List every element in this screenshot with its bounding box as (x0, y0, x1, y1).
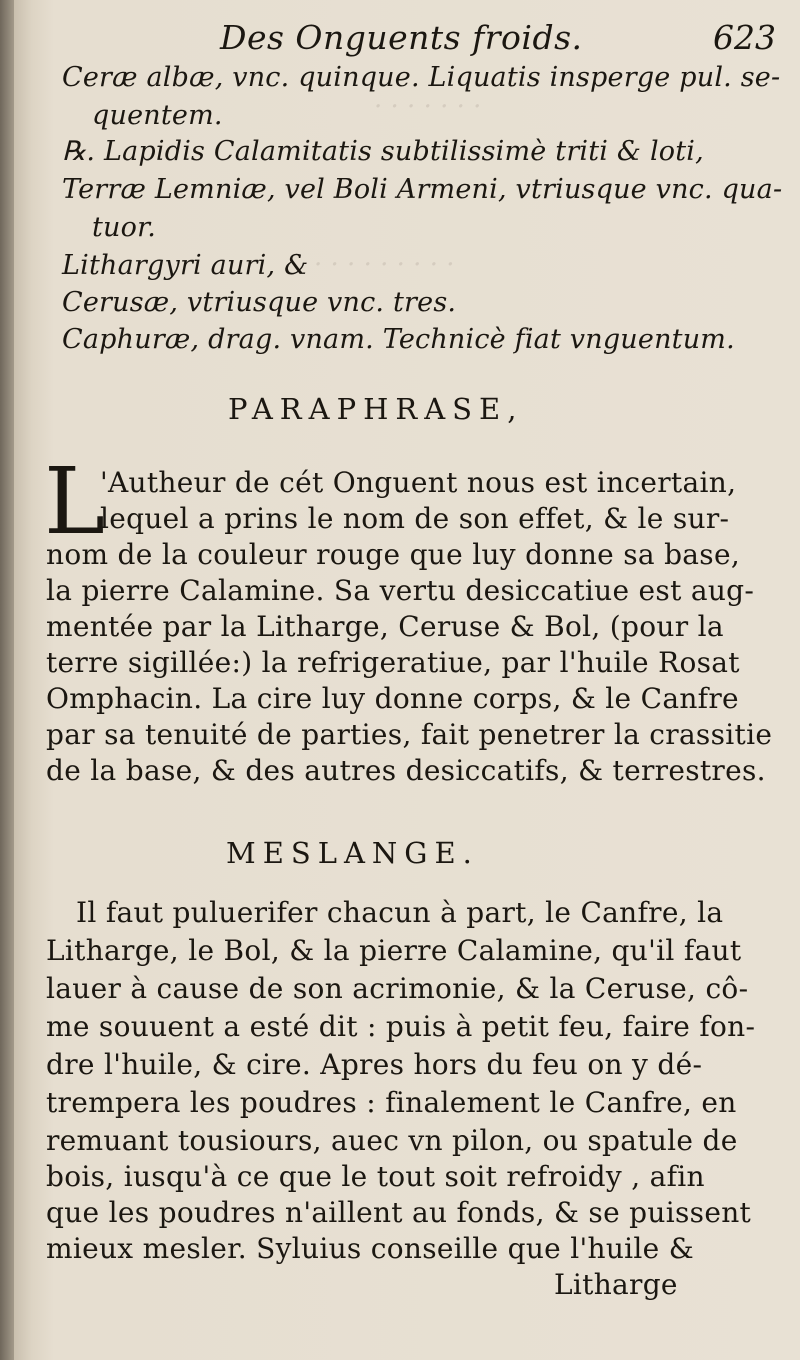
paragraph-line: mieux mesler. Syluius conseille que l'huile & (46, 1232, 694, 1265)
recipe-line: tuor. (92, 212, 157, 243)
recipe-line: Terræ Lemniæ, vel Boli Armeni, vtriusque vnc. qua- (62, 174, 783, 205)
page-header (14, 14, 800, 62)
recipe-line: Lithargyri auri, & (62, 250, 309, 281)
recipe-line: quentem. (92, 100, 223, 131)
paragraph-line: dre l'huile, & cire. Apres hors du feu on y dé- (46, 1048, 703, 1081)
section-heading-paraphrase: PARAPHRASE, (228, 392, 524, 426)
paragraph-line: 'Autheur de cét Onguent nous est incertain, (100, 466, 737, 499)
paragraph-line: lequel a prins le nom de son effet, & le sur- (100, 502, 730, 535)
paragraph-line: Litharge, le Bol, & la pierre Calamine, qu'il faut (46, 934, 742, 967)
paragraph-line: remuant tousiours, auec vn pilon, ou spatule de (46, 1124, 738, 1157)
catchword: Litharge (554, 1268, 678, 1301)
paragraph-line: que les poudres n'aillent au fonds, & se puissent (46, 1196, 752, 1229)
paragraph-line: me souuent a esté dit : puis à petit feu, faire fon- (46, 1010, 756, 1043)
section-heading-meslange: MESLANGE. (226, 836, 479, 870)
paragraph-line: de la base, & des autres desiccatifs, & terrestres. (46, 754, 766, 787)
drop-cap: L (44, 448, 106, 555)
paragraph-line: Il faut puluerifer chacun à part, le Canfre, la (76, 896, 724, 929)
running-title: Des Onguents froids. (220, 18, 583, 57)
recipe-line: Caphuræ, drag. vnam. Technicè fiat vnguentum. (62, 324, 735, 355)
paragraph-line: mentée par la Litharge, Ceruse & Bol, (pour la (46, 610, 724, 643)
recipe-line: ℞. Lapidis Calamitatis subtilissimè triti & loti, (62, 136, 704, 167)
paragraph-line: par sa tenuité de parties, fait penetrer la crassitie (46, 718, 773, 751)
paragraph-line: bois, iusqu'à ce que le tout soit refroidy , afin (46, 1160, 705, 1193)
recipe-line: Ceræ albæ, vnc. quinque. Liquatis insperge pul. se- (62, 62, 781, 93)
page-number: 623 (713, 18, 776, 57)
book-binding-edge (0, 0, 14, 1360)
paragraph-line: nom de la couleur rouge que luy donne sa base, (46, 538, 741, 571)
book-page: · · · · · · · · · · · · · · · · Des Onguents froids. 623 Ceræ albæ, vnc. quinque. Liquatis insperge pul. se- quentem. ℞. Lapidis Calamitatis subtilissimè triti & loti, Terræ Lemniæ, vel Boli Armeni, vtriusque vnc. qua- tuor. Lithargyri auri, & Cerusæ, vtriusque vnc. tres. Caphuræ, drag. vnam. Technicè fiat vnguentum. PARAPHRASE, L 'Autheur de cét Onguent nous est incertain, lequel a prins le nom de son effet, & le sur- nom de la couleur rouge que luy donne sa base, la pierre Calamine. Sa vertu desiccatiue est aug- mentée par la Litharge, Ceruse & Bol, (pour la terre sigillée:) la refrigeratiue, par l'huile Rosat Omphacin. La cire luy donne corps, & le Canfre par sa tenuité de parties, fait penetrer la crassitie de la base, & des autres desiccatifs, & terrestres. MESLANGE. Il faut puluerifer chacun à part, le Canfre, la Litharge, le Bol, & la pierre Calamine, qu'il faut lauer à cause de son acrimonie, & la Ceruse, cô- me souuent a esté dit : puis à petit feu, faire fon- dre l'huile, & cire. Apres hors du feu on y dé- trempera les poudres : finalement le Canfre, en remuant tousiours, auec vn pilon, ou spatule de bois, iusqu'à ce que le tout soit refroidy , afin que les poudres n'aillent au fonds, & se puissent mieux mesler. Syluius conseille que l'huile & Litharge (14, 0, 800, 1360)
paragraph-line: terre sigillée:) la refrigeratiue, par l'huile Rosat (46, 646, 740, 679)
paragraph-line: trempera les poudres : finalement le Canfre, en (46, 1086, 737, 1119)
paragraph-line: Omphacin. La cire luy donne corps, & le Canfre (46, 682, 739, 715)
paragraph-line: la pierre Calamine. Sa vertu desiccatiue est aug- (46, 574, 755, 607)
recipe-line: Cerusæ, vtriusque vnc. tres. (62, 287, 457, 318)
paragraph-line: lauer à cause de son acrimonie, & la Ceruse, cô- (46, 972, 749, 1005)
